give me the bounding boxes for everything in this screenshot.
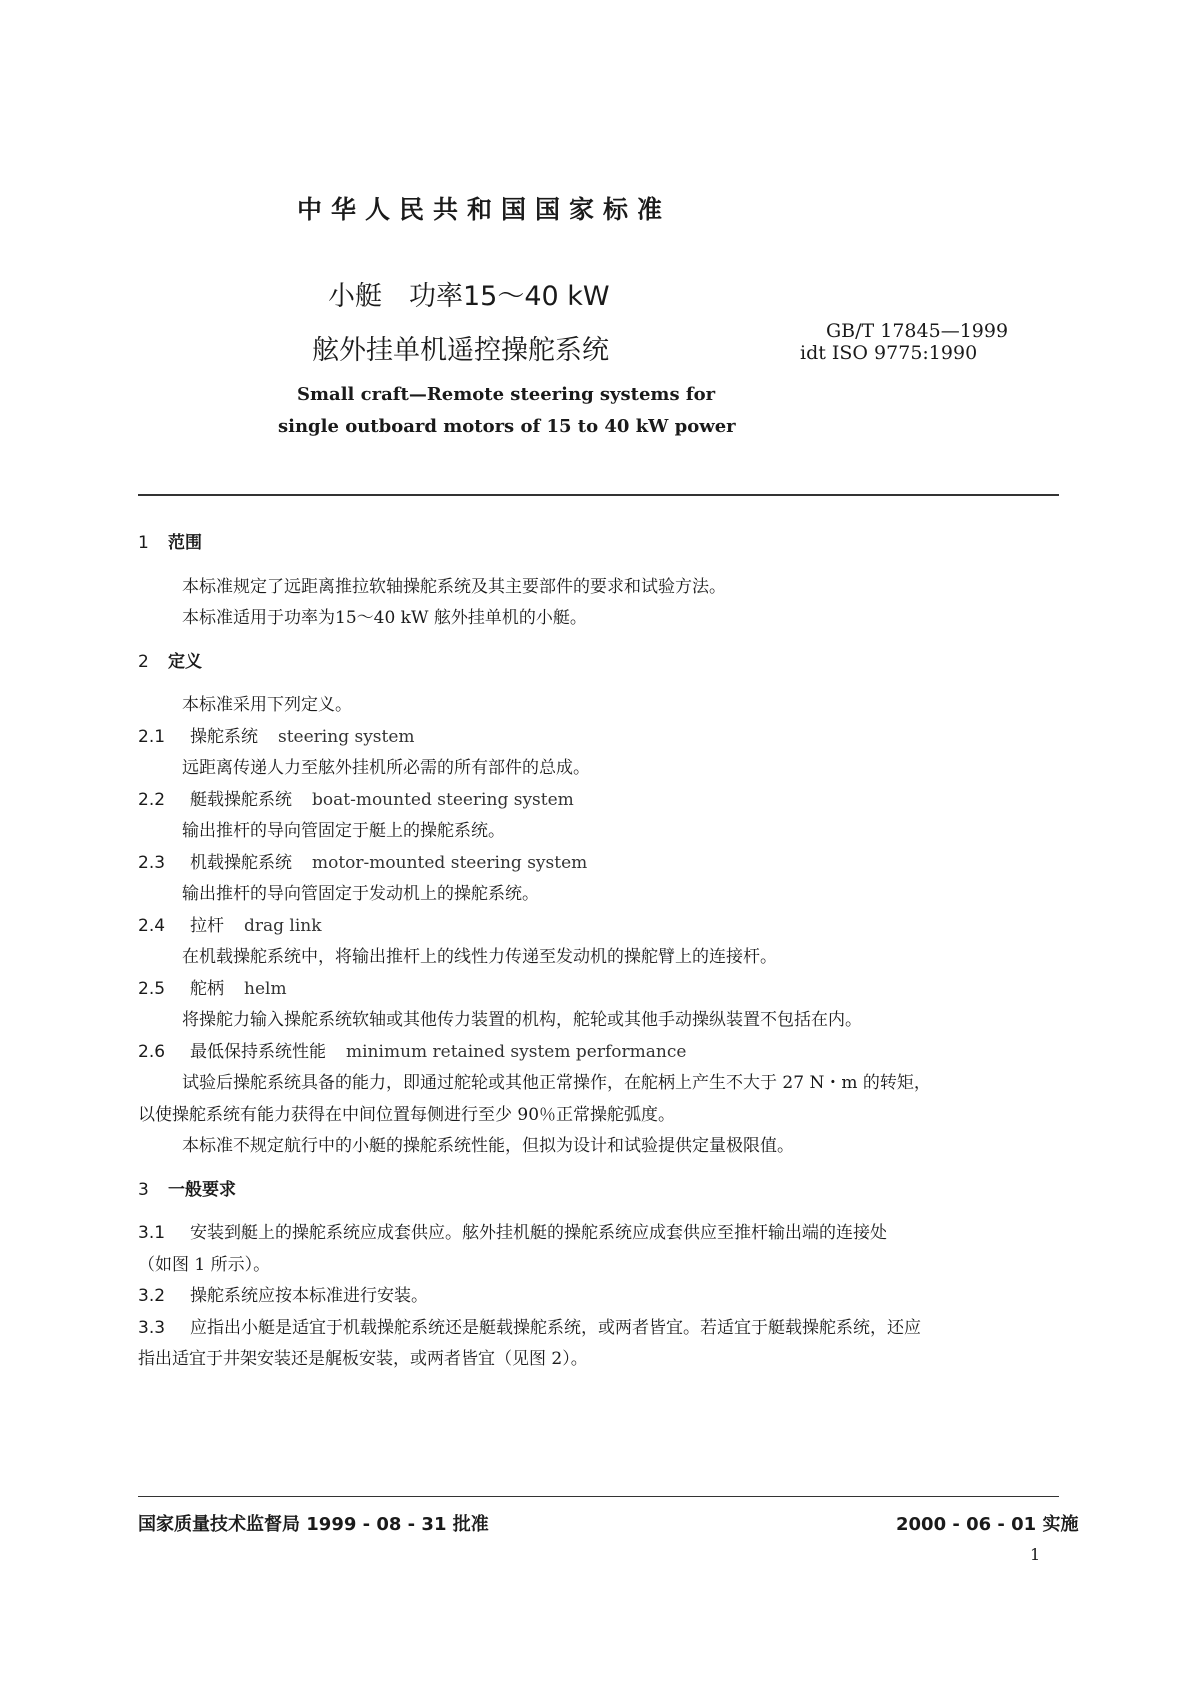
- document-body: [138, 528, 1059, 1376]
- section-number: 1: [138, 533, 149, 553]
- definition-2-5: [138, 974, 1059, 1006]
- requirement-text-continued: 指出适宜于井架安装还是艉板安装，或两者皆宜（见图 2）。: [138, 1349, 588, 1369]
- requirement-text-continued: （如图 1 所示）。: [138, 1254, 271, 1275]
- term-en: minimum retained system performance: [346, 1041, 687, 1062]
- term-en: steering system: [278, 726, 415, 747]
- item-number: 2.2: [138, 789, 166, 810]
- section-title: 一般要求: [168, 1179, 236, 1200]
- item-number: 2.1: [138, 726, 166, 747]
- english-title-line-1: Small craft—Remote steering systems for: [297, 384, 716, 405]
- term-zh: 机载操舵系统: [190, 852, 292, 873]
- definition-text-continued: 以使操舵系统有能力获得在中间位置每侧进行至少 90％正常操舵弧度。: [138, 1104, 676, 1125]
- term-en: drag link: [244, 915, 322, 936]
- scope-paragraph-2: 本标准适用于功率为15～40 kW 舷外挂单机的小艇。: [182, 608, 587, 628]
- definition-text: 远距离传递人力至舷外挂机所必需的所有部件的总成。: [182, 758, 590, 778]
- requirement-3-3: [138, 1313, 1059, 1345]
- item-number: 2.3: [138, 852, 166, 873]
- definition-2-4: [138, 911, 1059, 943]
- definition-2-6: [138, 1037, 1059, 1069]
- definition-text: 试验后操舵系统具备的能力，即通过舵轮或其他正常操作，在舵柄上产生不大于 27 N・m 的转矩，: [182, 1073, 931, 1093]
- section-number: 3: [138, 1179, 149, 1200]
- section-heading-scope: [138, 528, 1059, 560]
- section-heading-definitions: [138, 647, 1059, 679]
- item-number: 3.1: [138, 1223, 166, 1243]
- page-number: 1: [1030, 1545, 1041, 1564]
- definition-text: 在机载操舵系统中，将输出推杆上的线性力传递至发动机的操舵臂上的连接杆。: [182, 947, 777, 967]
- english-title-line-2: single outboard motors of 15 to 40 kW power: [278, 416, 736, 437]
- definition-text: 将操舵力输入操舵系统软轴或其他传力装置的机构，舵轮或其他手动操纵装置不包括在内。: [182, 1010, 862, 1030]
- item-number: 2.6: [138, 1041, 166, 1062]
- requirement-text: 操舵系统应按本标准进行安装。: [190, 1286, 428, 1306]
- definition-note: 本标准不规定航行中的小艇的操舵系统性能，但拟为设计和试验提供定量极限值。: [182, 1136, 794, 1156]
- footer-divider: [138, 1496, 1059, 1497]
- approval-date: 国家质量技术监督局 1999 - 08 - 31 批准: [138, 1514, 489, 1535]
- national-standard-heading: 中华人民共和国国家标准: [297, 195, 672, 224]
- item-number: 3.3: [138, 1317, 166, 1338]
- term-zh: 操舵系统: [190, 726, 258, 747]
- definition-text: 输出推杆的导向管固定于发动机上的操舵系统。: [182, 884, 539, 904]
- section-title: 范围: [168, 533, 202, 553]
- requirement-text: 安装到艇上的操舵系统应成套供应。舷外挂机艇的操舵系统应成套供应至推杆输出端的连接处: [190, 1223, 887, 1243]
- scope-paragraph-1: 本标准规定了远距离推拉软轴操舵系统及其主要部件的要求和试验方法。: [182, 576, 726, 597]
- section-heading-general-requirements: [138, 1175, 1059, 1207]
- term-en: helm: [244, 978, 287, 999]
- standard-code: GB/T 17845—1999: [826, 320, 1009, 342]
- term-zh: 拉杆: [190, 915, 224, 936]
- definitions-intro: 本标准采用下列定义。: [182, 695, 352, 715]
- term-zh: 艇载操舵系统: [190, 789, 292, 810]
- effective-date: 2000 - 06 - 01 实施: [896, 1514, 1079, 1535]
- definition-2-3: [138, 848, 1059, 880]
- item-number: 2.5: [138, 978, 166, 999]
- item-number: 3.2: [138, 1286, 166, 1306]
- title-line-1: 小艇 功率15～40 kW: [328, 281, 610, 312]
- term-en: boat-mounted steering system: [312, 789, 574, 810]
- requirement-3-1: [138, 1218, 1059, 1250]
- header-divider: [138, 494, 1059, 496]
- title-line-2: 舷外挂单机遥控操舵系统: [312, 335, 609, 366]
- iso-equivalent-code: idt ISO 9775:1990: [800, 342, 978, 364]
- term-zh: 最低保持系统性能: [190, 1041, 326, 1062]
- section-title: 定义: [168, 651, 202, 672]
- requirement-text: 应指出小艇是适宜于机载操舵系统还是艇载操舵系统，或两者皆宜。若适宜于艇载操舵系统，还应: [190, 1317, 921, 1338]
- definition-text: 输出推杆的导向管固定于艇上的操舵系统。: [182, 821, 505, 841]
- item-number: 2.4: [138, 915, 166, 936]
- definition-2-1: [138, 722, 1059, 754]
- definition-2-2: [138, 785, 1059, 817]
- term-en: motor-mounted steering system: [312, 852, 588, 873]
- term-zh: 舵柄: [190, 978, 224, 999]
- requirement-3-2: [138, 1281, 1059, 1313]
- section-number: 2: [138, 651, 149, 672]
